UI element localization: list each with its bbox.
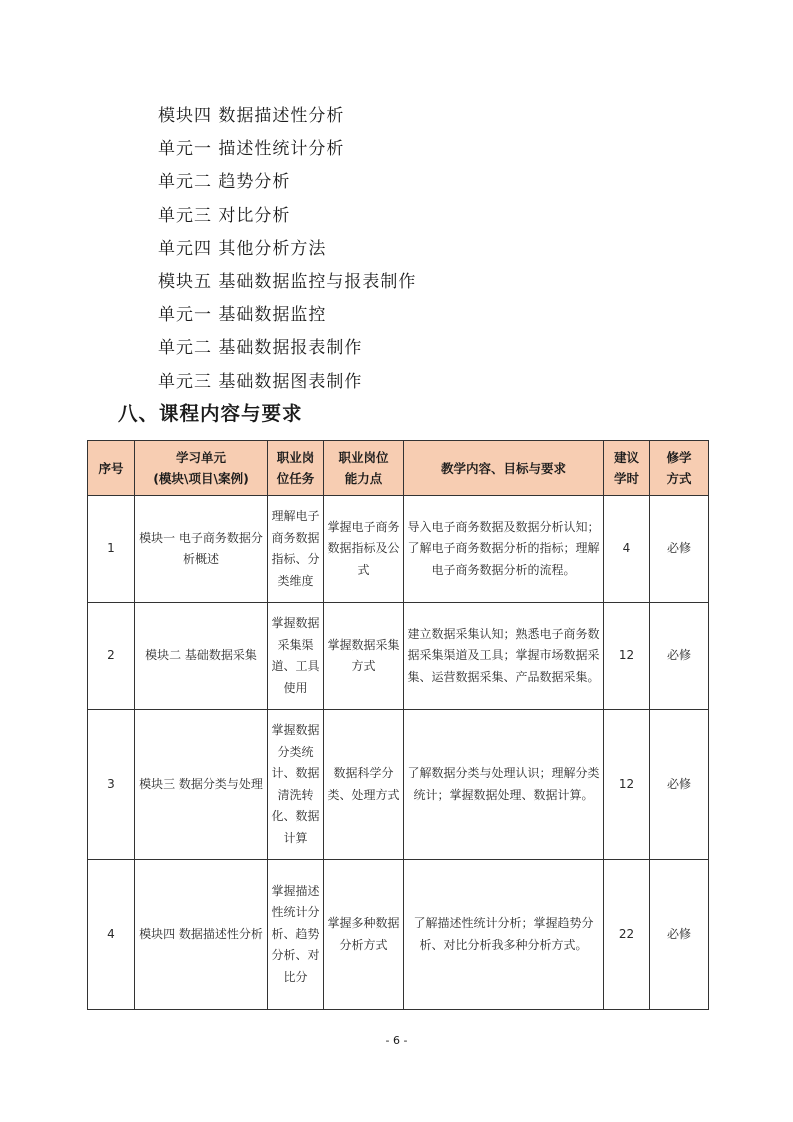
cell-ability: 掌握数据采集方式	[324, 603, 404, 710]
outline-item: 单元一 基础数据监控	[158, 305, 327, 326]
header-task-line2: 位任务	[276, 471, 315, 486]
cell-unit: 模块三 数据分类与处理	[135, 710, 268, 860]
cell-task: 掌握数据采集渠道、工具使用	[268, 603, 324, 710]
cell-ability: 数据科学分类、处理方式	[324, 710, 404, 860]
cell-hours: 22	[604, 860, 650, 1010]
cell-index: 3	[88, 710, 135, 860]
cell-mode: 必修	[650, 710, 709, 860]
outline-item: 单元二 趋势分析	[158, 172, 291, 193]
header-hours-line2: 学时	[613, 471, 639, 486]
cell-ability: 掌握多种数据分析方式	[324, 860, 404, 1010]
table-row	[88, 603, 709, 710]
cell-hours: 12	[604, 710, 650, 860]
outline-item: 模块五 基础数据监控与报表制作	[158, 271, 417, 292]
outline-item: 单元四 其他分析方法	[158, 238, 327, 259]
cell-content: 了解描述性统计分析；掌握趋势分析、对比分析我多种分析方式。	[404, 860, 604, 1010]
header-content: 教学内容、目标与要求	[404, 441, 604, 496]
cell-index: 4	[88, 860, 135, 1010]
header-task	[268, 441, 324, 496]
outline-item: 单元一 描述性统计分析	[158, 139, 345, 160]
cell-mode: 必修	[650, 603, 709, 710]
cell-mode: 必修	[650, 860, 709, 1010]
cell-unit: 模块二 基础数据采集	[135, 603, 268, 710]
header-ability	[324, 441, 404, 496]
cell-hours: 12	[604, 603, 650, 710]
header-task-line1: 职业岗	[276, 450, 315, 465]
cell-task: 掌握数据分类统计、数据清洗转化、数据计算	[268, 710, 324, 860]
cell-unit: 模块四 数据描述性分析	[135, 860, 268, 1010]
table-row	[88, 860, 709, 1010]
table-header-row	[88, 441, 709, 496]
header-hours-line1: 建议	[613, 450, 639, 465]
cell-unit: 模块一 电子商务数据分析概述	[135, 496, 268, 603]
header-unit-line2: (模块\项目\案例)	[153, 471, 249, 486]
cell-content: 建立数据采集认知；熟悉电子商务数据采集渠道及工具；掌握市场数据采集、运营数据采集、产品数据采集。	[404, 603, 604, 710]
header-unit	[135, 441, 268, 496]
cell-content: 了解数据分类与处理认识；理解分类统计；掌握数据处理、数据计算。	[404, 710, 604, 860]
cell-hours: 4	[604, 496, 650, 603]
cell-index: 2	[88, 603, 135, 710]
course-outline-list	[158, 100, 416, 399]
header-ability-line1: 职业岗位	[338, 450, 389, 465]
course-content-table	[87, 440, 709, 1010]
header-unit-line1: 学习单元	[175, 450, 226, 465]
section-heading: 八、课程内容与要求	[118, 402, 303, 425]
header-mode-line2: 方式	[666, 471, 692, 486]
outline-item: 模块四 数据描述性分析	[158, 106, 345, 126]
table-row	[88, 496, 709, 603]
outline-item: 单元三 基础数据图表制作	[158, 371, 363, 392]
outline-item: 单元三 对比分析	[158, 205, 291, 226]
outline-item: 单元二 基础数据报表制作	[158, 338, 363, 359]
header-hours	[604, 441, 650, 496]
page-number: - 6 -	[385, 1034, 408, 1047]
cell-ability: 掌握电子商务数据指标及公式	[324, 496, 404, 603]
table-row	[88, 710, 709, 860]
cell-task: 理解电子商务数据指标、分类维度	[268, 496, 324, 603]
header-ability-line2: 能力点	[344, 471, 383, 486]
cell-content: 导入电子商务数据及数据分析认知；了解电子商务数据分析的指标；理解电子商务数据分析的流程。	[404, 496, 604, 603]
cell-mode: 必修	[650, 496, 709, 603]
cell-index: 1	[88, 496, 135, 603]
cell-task: 掌握描述性统计分析、趋势分析、对比分	[268, 860, 324, 1010]
header-index: 序号	[88, 441, 135, 496]
header-mode-line1: 修学	[666, 450, 692, 465]
header-mode	[650, 441, 709, 496]
